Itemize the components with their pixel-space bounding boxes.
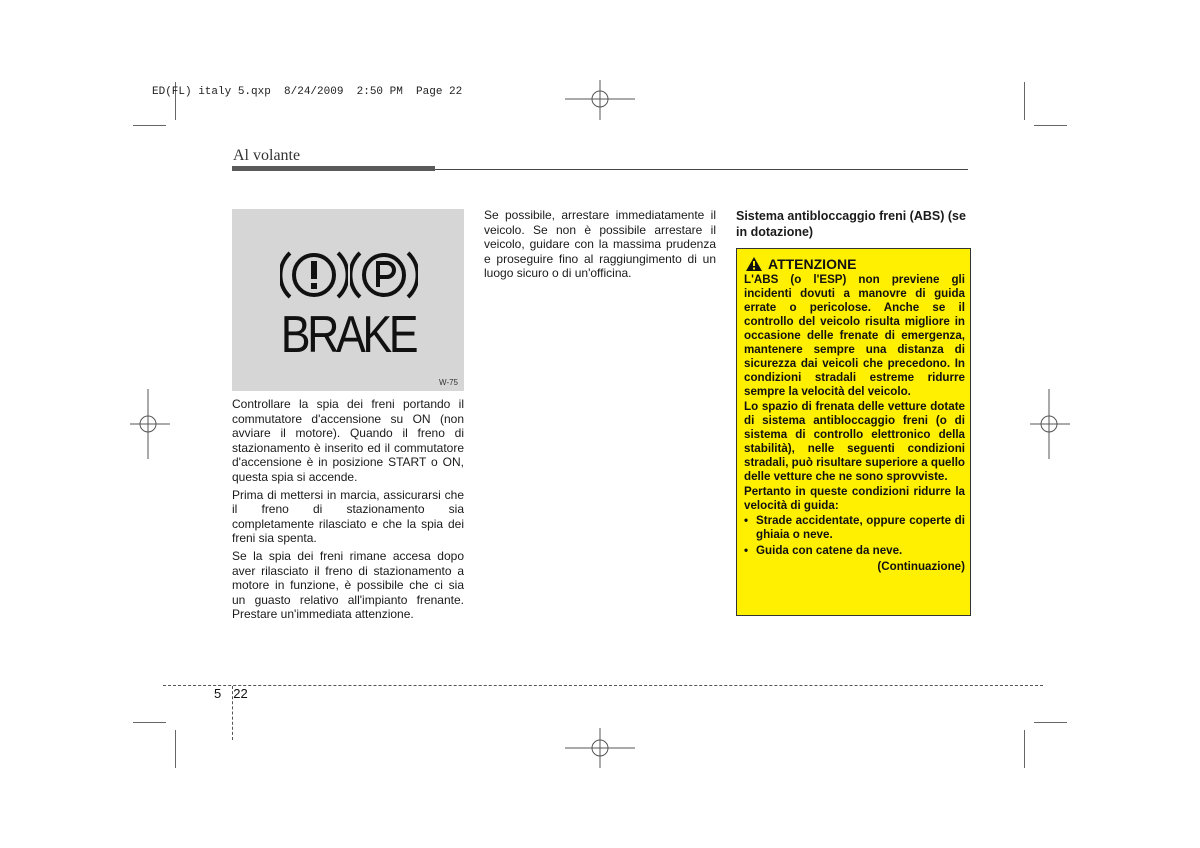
crop-mark [1024, 730, 1025, 768]
brake-warning-icon [280, 245, 348, 305]
warning-bullet-list [744, 514, 965, 558]
warning-title-text: ATTENZIONE [768, 256, 857, 272]
crop-mark [133, 125, 166, 126]
header-rule-thick [232, 166, 435, 171]
section-title: Al volante [233, 147, 301, 164]
paragraph: Se la spia dei freni rimane accesa dopo aver rilasciato il freno di stazionamento a motore in funzione, è possibile che ci sia un guasto relativo all'impianto frenante. Prestare un'immediata attenzione. [232, 548, 464, 622]
registration-mark-left [130, 389, 170, 459]
crop-mark [175, 730, 176, 768]
registration-mark-top [565, 80, 635, 120]
paragraph: Controllare la spia dei freni portando il commutatore d'accensione su ON (non avviare il motore). Quando il freno di stazionamento è inserito ed il commutatore d'accensione è in posizione START o ON, questa spia si accende. [232, 397, 464, 484]
footer-dashed-rule [163, 685, 1043, 686]
brake-warning-figure [232, 209, 464, 391]
page-number [214, 686, 248, 701]
crop-mark [1034, 125, 1067, 126]
crop-mark [133, 722, 166, 723]
header-rule-thin [435, 169, 968, 170]
column-left [232, 397, 464, 625]
registration-mark-right [1030, 389, 1070, 459]
paragraph: Prima di mettersi in marcia, assicurarsi che il freno di stazionamento sia completamente rilasciato e che la spia dei freni sia spenta. [232, 487, 464, 546]
page-number-value: 22 [233, 686, 248, 701]
list-item: • Strade accidentate, oppure coperte di ghiaia o neve. [744, 514, 965, 542]
warning-paragraph: Lo spazio di frenata delle vetture dotate di sistema antibloccaggio freni (o di sistema di controllo elettronico della stabilità), nelle seguenti condizioni stradali, può risultare superiore a quello delle vetture che ne sono sprovviste. [744, 400, 965, 483]
parking-brake-icon [350, 245, 418, 305]
warning-title [746, 257, 965, 271]
registration-mark-bottom [565, 728, 635, 768]
warning-paragraph: Pertanto in queste condizioni ridurre la velocità di guida: [744, 485, 965, 512]
list-item: • Guida con catene da neve. [744, 544, 965, 558]
chapter-number: 5 [214, 686, 222, 701]
warning-paragraph: L'ABS (o l'ESP) non previene gli incidenti dovuti a manovre di guida errate o pericolose. Anche se il controllo del veicolo risulta migliore in occasione delle frenate di emergenza, mantenere sempre una distanza di sicurezza dai veicoli che precedono. In condizioni stradali estreme ridurre sempre la velocità del veicolo. [744, 273, 965, 398]
crop-mark [1024, 82, 1025, 120]
warning-box [736, 248, 971, 616]
warning-triangle-icon [746, 257, 762, 271]
column-middle [484, 208, 716, 284]
paragraph: Se possibile, arrestare immediatamente il veicolo. Se non è possibile arrestare il veicolo, guidare con la massima prudenza e proseguire fino al raggiungimento di un luogo sicuro o di un'officina. [484, 208, 716, 281]
abs-section-heading: Sistema antibloccaggio freni (ABS) (se in dotazione) [736, 209, 966, 239]
continuation-note: (Continuazione) [877, 560, 965, 573]
crop-mark [1034, 722, 1067, 723]
brake-label: BRAKE [280, 306, 416, 364]
figure-code: W-75 [439, 378, 458, 387]
print-slug: ED(FL) italy 5.qxp 8/24/2009 2:50 PM Page 22 [152, 86, 463, 98]
